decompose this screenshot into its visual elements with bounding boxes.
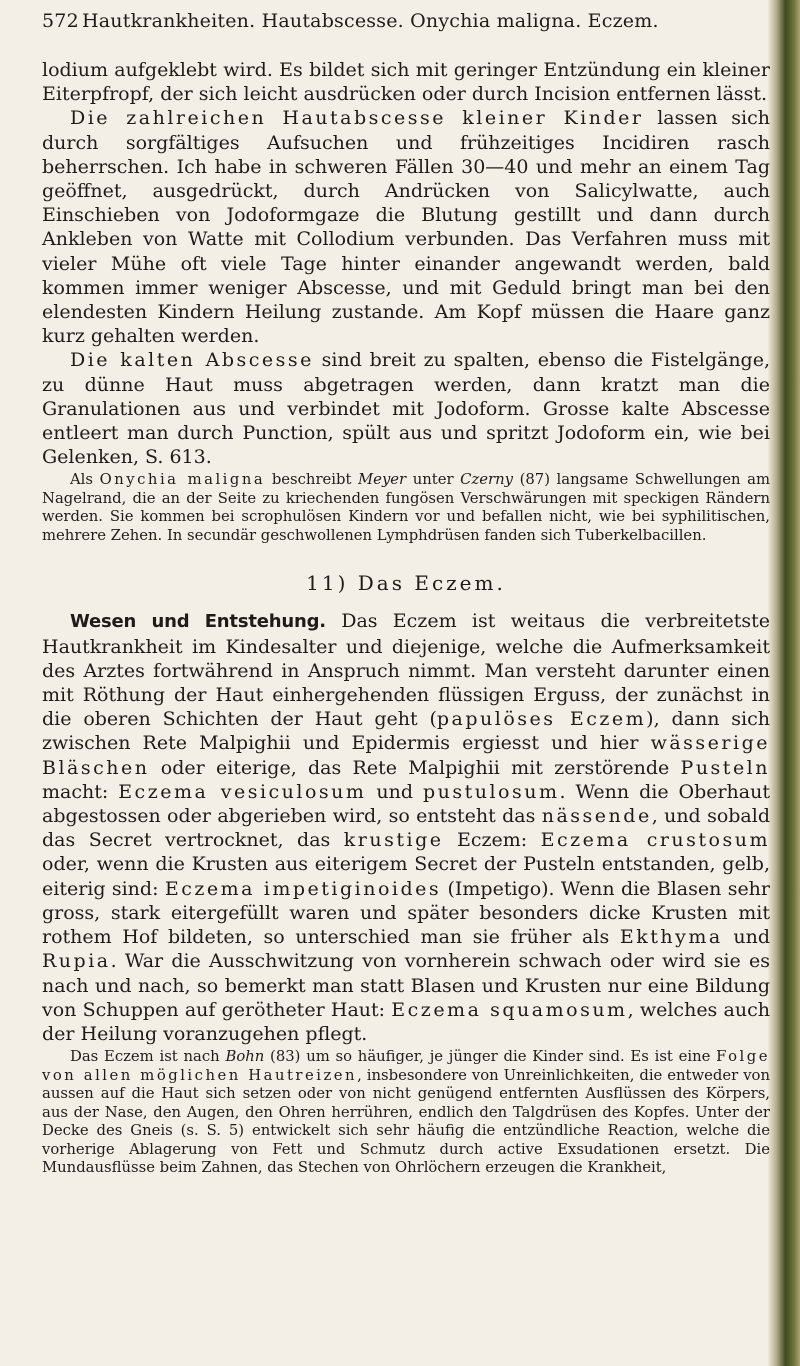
spaced-term: krustige [343, 829, 444, 852]
spaced-term: wässerige Bläschen [42, 732, 770, 779]
spaced-term: nässende [541, 805, 652, 828]
spaced-term: Die kalten Abscesse [70, 349, 314, 372]
spaced-term: pustulosum [422, 780, 560, 803]
subheading: Wesen und Entstehung. [70, 611, 326, 633]
section-heading [42, 571, 770, 595]
author-name: Meyer [358, 471, 407, 489]
small-print-eczem: Das Eczem ist nach Bohn (83) um so häufiger, je jünger die Kinder sind. Es ist eine Folge von allen möglichen Hautreizen, insbesondere von Unreinlichkeiten, die entweder von aussen auf die Haut sich setzen oder von nicht genügend entfernten Ausflüssen des Körpers, aus der Nase, den Augen, den Ohren herrühren, endlich den Talgdrüsen des Kopfes. Unter der Decke des Gneis (s. S. 5) entwickelt sich sehr häufig die entzündliche Reaction, welche die vorherige Ablagerung von Fett und Schmutz durch active Exsudationen ersetzt. Die Mundausflüsse beim Zahnen, das Stechen von Ohrlöchern erzeugen die Krankheit, [42, 1048, 770, 1177]
spaced-term: Eczema vesiculosum [118, 780, 367, 803]
running-header [42, 10, 762, 36]
paragraph-2 [42, 106, 770, 348]
paragraph-text: sind breit zu spalten, ebenso die Fistelgänge, zu dünne Haut muss abgetragen werden, dann kratzt man die Granulationen aus und verbindet mit Jodoform. Grosse kalte Abscesse entleert man durch Punction, spült aus und spritzt Jodoform ein, wie bei Gelenken, S. 613. [42, 349, 771, 469]
page-number: 572 [42, 10, 79, 32]
spaced-term: Pusteln [680, 756, 770, 779]
spaced-term: Folge von allen möglichen Hautreizen [42, 1048, 770, 1084]
spaced-term: Rupia [42, 950, 111, 973]
running-title: Hautkrankheiten. Hautabscesse. Onychia maligna. Eczem. [82, 10, 659, 32]
spaced-term: papulöses Eczem [436, 708, 647, 731]
author-name: Bohn [225, 1048, 265, 1066]
paragraph-text: lassen sich durch sorgfältiges Aufsuchen und frühzeitiges Incidiren rasch beherrschen. Ich habe in schweren Fällen 30—40 und mehr an einem Tag geöffnet, ausgedrückt, durch Andrücken von Salicylwatte, auch Einschieben von Jodoformgaze die Blutung gestillt und dann durch Ankleben von Watte mit Collodium verbunden. Das Verfahren muss mit vieler Mühe oft viele Tage hinter einander angewandt werden, bald kommen immer weniger Abscesse, und mit Geduld bringt man bei den elendesten Kindern Heilung zustande. Am Kopf müssen die Haare ganz kurz gehalten werden. [42, 107, 770, 348]
spaced-term: Ekthyma [619, 926, 723, 949]
paragraph-3 [42, 348, 770, 469]
page-content [42, 58, 770, 1178]
section-number: 11) [306, 571, 349, 596]
small-print-onychia: Als Onychia maligna beschreibt Meyer unter Czerny (87) langsame Schwellungen am Nagelrand, die an der Seite zu kriechenden fungösen Verschwärungen mit speckigen Rändern werden. Sie kommen bei scrophulösen Kindern vor und befallen nicht, wie bei syphilitischen, mehrere Zehen. In secundär geschwollenen Lymphdrüsen fanden sich Tuberkelbacillen. [42, 471, 770, 544]
spaced-term: Onychia maligna [99, 471, 266, 489]
paragraph-eczem: Wesen und Entstehung. Das Eczem ist weitaus die verbreitetste Hautkrankheit im Kindesalter und diejenige, welche die Aufmerksamkeit des Arztes fortwährend in Anspruch nimmt. Man versteht darunter einen mit Röthung der Haut einhergehenden flüssigen Erguss, der zunächst in die oberen Schichten der Haut geht (papulöses Eczem), dann sich zwischen Rete Malpighii und Epidermis ergiesst und hier wässerige Bläschen oder eiterige, das Rete Malpighii mit zerstörende Pusteln macht: Eczema vesiculosum und pustulosum. Wenn die Oberhaut abgestossen oder abgerieben wird, so entsteht das nässende, und sobald das Secret vertrocknet, das krustige Eczem: Eczema crustosum oder, wenn die Krusten aus eiterigem Secret der Pusteln entstanden, gelb, eiterig sind: Eczema impetiginoides (Impetigo). Wenn die Blasen sehr gross, stark eitergefüllt waren und später besonders dicke Krusten mit rothem Hof bildeten, so unterschied man sie früher als Ekthyma und Rupia. War die Ausschwitzung von vornherein schwach oder wird sie es nach und nach, so bemerkt man statt Blasen und Krusten nur eine Bildung von Schuppen auf gerötheter Haut: Eczema squamosum, welches auch der Heilung voranzugehen pflegt. [42, 610, 771, 1045]
spaced-term: Eczema squamosum [391, 998, 628, 1021]
spaced-term: Eczema impetiginoides [164, 877, 442, 900]
spaced-term: Eczema crustosum [540, 829, 770, 852]
paragraph-1: lodium aufgeklebt wird. Es bildet sich mit geringer Entzündung ein kleiner Eiterpfropf, der sich leicht ausdrücken oder durch Incision entfernen lässt. [42, 59, 770, 106]
spaced-term: Die zahlreichen Hautabscesse kleiner Kinder [70, 107, 644, 130]
section-title: Das Eczem. [357, 571, 506, 596]
page-edge-shadow [768, 0, 800, 1366]
author-name: Czerny [460, 471, 513, 489]
